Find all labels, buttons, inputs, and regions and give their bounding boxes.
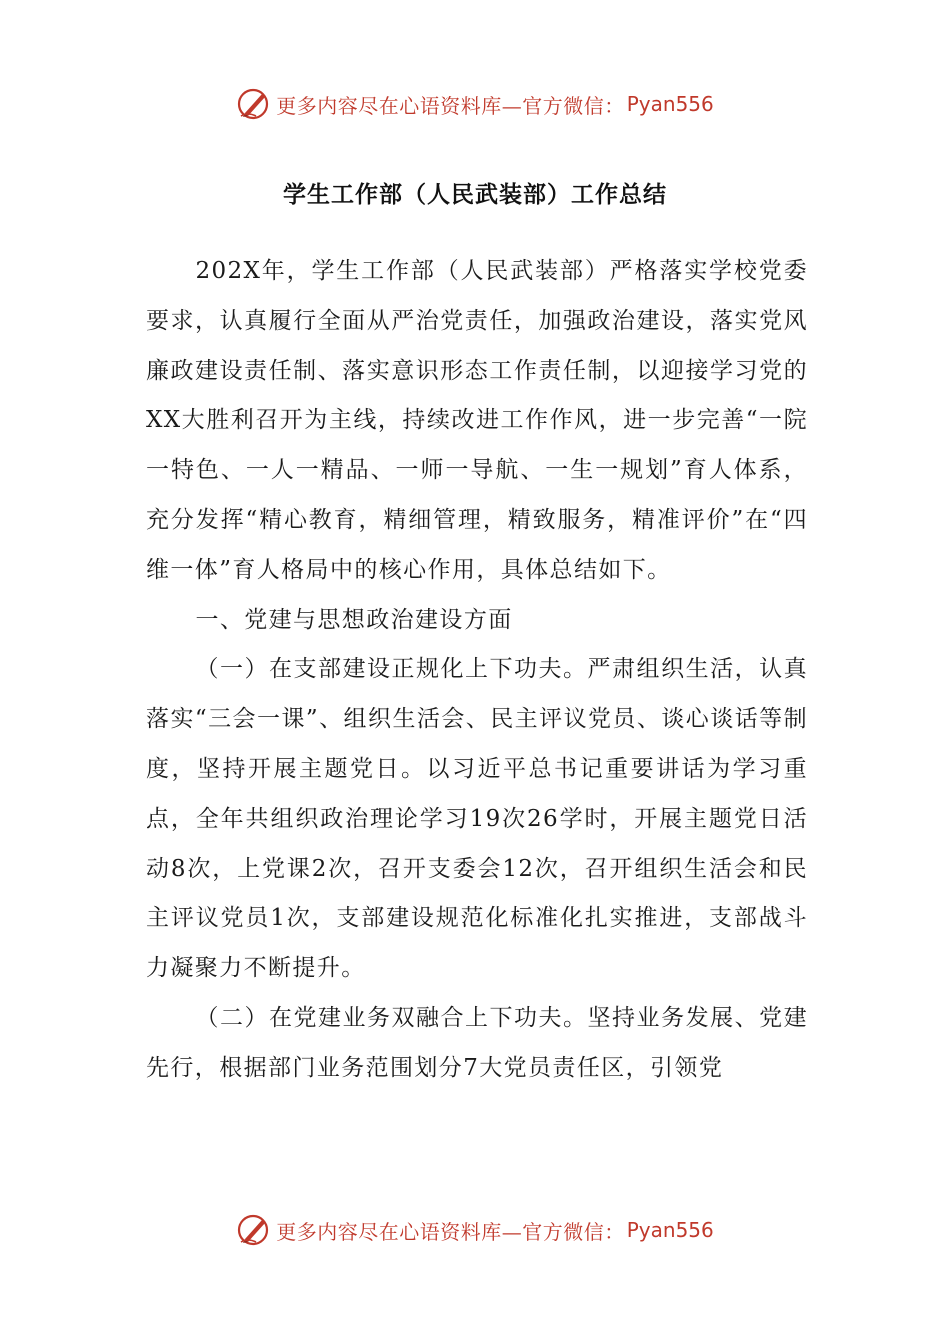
watermark-banner-top	[0, 84, 950, 124]
document-title: 学生工作部（人民武装部）工作总结	[283, 182, 667, 208]
section-heading: 一、党建与思想政治建设方面	[195, 606, 513, 633]
paragraph-intro: 202X年，学生工作部（人民武装部）严格落实学校党委要求，认真履行全面从严治党责任，加强政治建设，落实党风廉政建设责任制、落实意识形态工作责任制，以迎接学习党的XX大胜利召开为主线，持续改进工作作风，进一步完善“一院一特色、一人一精品、一师一导航、一生一规划”育人体系，充分发挥“精心教育，精细管理，精致服务，精准评价”在“四维一体”育人格局中的核心作用，具体总结如下。	[146, 258, 808, 583]
watermark-wechat-id: Pyan556	[626, 1218, 714, 1242]
document-body	[146, 247, 808, 1094]
paragraph-party-business: （二）在党建业务双融合上下功夫。坚持业务发展、党建先行，根据部门业务范围划分7大党员责任区，引领党	[146, 1004, 808, 1081]
watermark-text: 更多内容尽在心语资料库—官方微信：	[276, 93, 625, 118]
pen-circle-icon	[236, 1212, 272, 1248]
paragraph-branch-construction: （一）在支部建设正规化上下功夫。严肃组织生活，认真落实“三会一课”、组织生活会、民主评议党员、谈心谈话等制度，坚持开展主题党日。以习近平总书记重要讲话为学习重点，全年共组织政治理论学习19次26学时，开展主题党日活动8次，上党课2次，召开支委会12次，召开组织生活会和民主评议党员1次，支部建设规范化标准化扎实推进，支部战斗力凝聚力不断提升。	[146, 656, 808, 982]
pen-circle-icon	[236, 86, 272, 122]
watermark-banner-bottom	[0, 1210, 950, 1250]
watermark-text: 更多内容尽在心语资料库—官方微信：	[276, 1219, 625, 1244]
watermark-wechat-id: Pyan556	[626, 92, 714, 116]
